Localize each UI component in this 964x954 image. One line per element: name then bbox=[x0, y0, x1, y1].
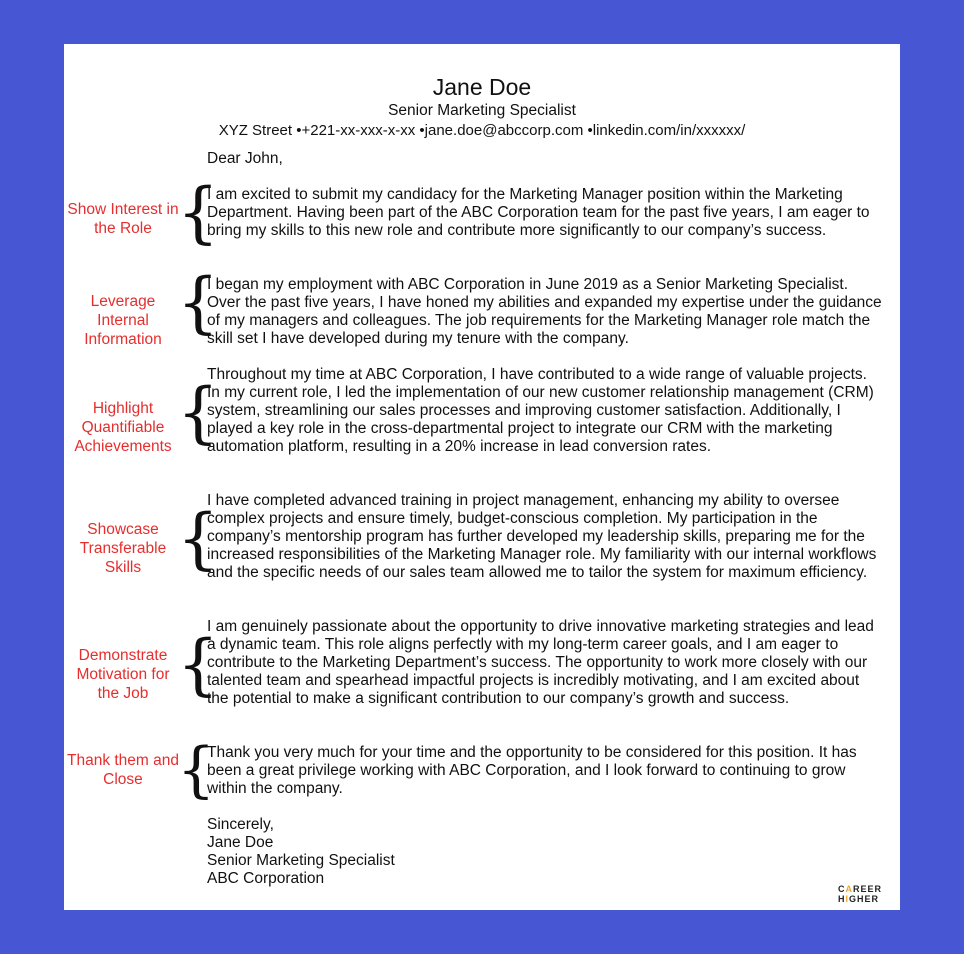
salutation: Dear John, bbox=[207, 150, 283, 167]
contact-line: XYZ Street •+221-xx-xxx-x-xx •jane.doe@abccorp.com •linkedin.com/in/xxxxxx/ bbox=[218, 122, 746, 139]
section-label: Demonstrate Motivation for the Job bbox=[76, 647, 170, 702]
section-label: Highlight Quantifiable Achievements bbox=[74, 400, 172, 455]
section-paragraph: I am excited to submit my candidacy for the Marketing Manager position within the Marketing Department. Having been part of the ABC Corporation team for the past five years, I am eager to bring my skills to this new role and contribute more significantly to our company’s success. bbox=[207, 186, 870, 239]
signoff-closing: Sincerely, bbox=[207, 816, 274, 833]
logo-line-1: CAREER bbox=[838, 884, 883, 894]
applicant-name: Jane Doe bbox=[432, 74, 532, 100]
career-higher-logo bbox=[838, 884, 882, 904]
section-paragraph: Thank you very much for your time and the opportunity to be considered for this position. It has been a great privilege working with ABC Corporation, and I look forward to continuing to grow within the company. bbox=[207, 744, 857, 797]
brace-icon: { bbox=[177, 500, 219, 577]
section-label: Leverage Internal Information bbox=[84, 293, 162, 348]
signoff bbox=[207, 816, 395, 888]
section-paragraph: I am genuinely passionate about the opportunity to drive innovative marketing strategies and lead a dynamic team. This role aligns perfectly with my long-term career goals, and I am eager to contribute to the Marketing Department’s success. The opportunity to work more closely with our talented team and spearhead impactful projects is incredibly motivating, and I am excited about the potential to make a significant contribution to our company’s growth and success. bbox=[207, 618, 874, 707]
section-label: Showcase Transferable Skills bbox=[79, 521, 167, 576]
signoff-name: Jane Doe bbox=[207, 834, 274, 851]
applicant-title: Senior Marketing Specialist bbox=[388, 102, 576, 119]
brace-icon: { bbox=[177, 374, 219, 451]
brace-icon: { bbox=[177, 264, 219, 341]
brace-icon: { bbox=[177, 174, 219, 251]
brace-icon: { bbox=[177, 626, 219, 703]
signoff-company: ABC Corporation bbox=[207, 870, 325, 887]
cover-letter-page bbox=[64, 44, 900, 910]
section-label: Thank them and Close bbox=[66, 752, 179, 788]
signoff-title: Senior Marketing Specialist bbox=[207, 852, 395, 869]
section-label: Show Interest in the Role bbox=[67, 201, 179, 237]
letter-header bbox=[64, 73, 900, 141]
logo-line-2: HIGHER bbox=[838, 894, 880, 904]
section-paragraph: I have completed advanced training in project management, enhancing my ability to oversee complex projects and ensure timely, budget-conscious completion. My participation in the company’s mentorship program has further developed my leadership skills, preparing me for the increased responsibilities of the Marketing Manager role. My familiarity with our internal workflows and the specific needs of our sales team allowed me to tailor the system for maximum efficiency. bbox=[207, 492, 877, 581]
brace-icon: { bbox=[177, 735, 216, 805]
section-paragraph: I began my employment with ABC Corporation in June 2019 as a Senior Marketing Specialist. Over the past five years, I have honed my abilities and expanded my expertise under the guidance of my managers and colleagues. The job requirements for the Marketing Manager role match the skill set I have developed during my tenure with the company. bbox=[207, 276, 882, 347]
section-paragraph: Throughout my time at ABC Corporation, I have contributed to a wide range of valuable projects. In my current role, I led the implementation of our new customer relationship management (CRM) system, streamlining our sales processes and improving customer satisfaction. Additionally, I played a key role in the cross-departmental project to integrate our CRM with the marketing automation platform, resulting in a 20% increase in lead conversion rates. bbox=[207, 366, 874, 455]
